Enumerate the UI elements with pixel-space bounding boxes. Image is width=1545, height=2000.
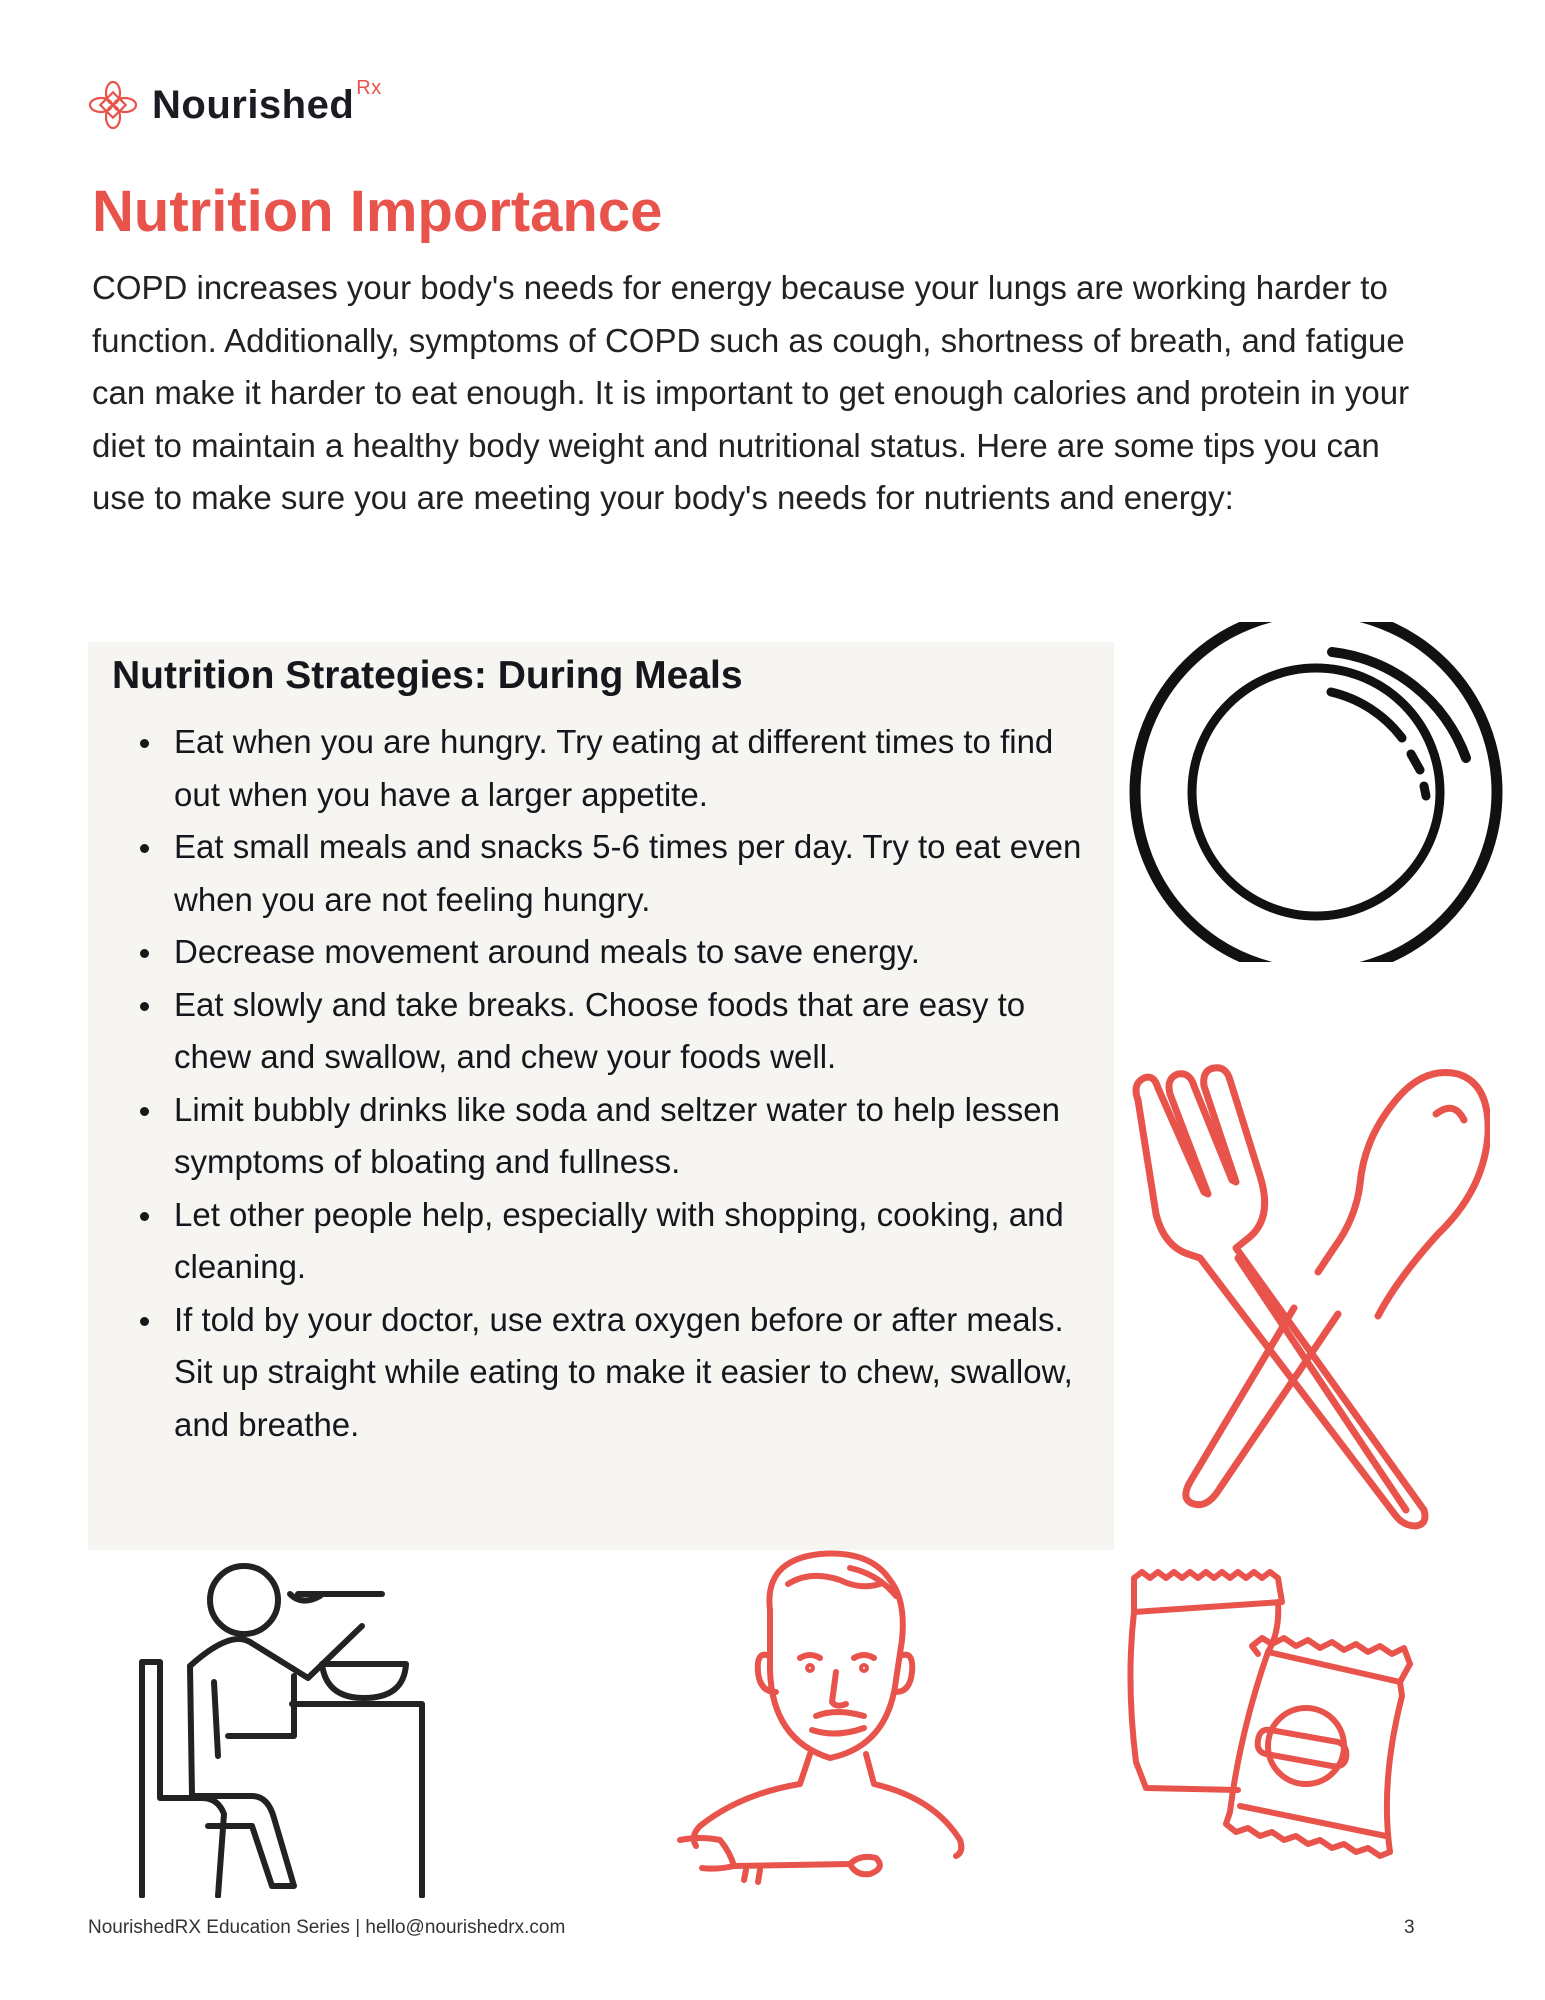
flower-logo-icon (88, 80, 138, 130)
brand-logo (88, 76, 382, 130)
list-item: Eat slowly and take breaks. Choose foods that are easy to chew and swallow, and chew your foods well. (174, 979, 1104, 1084)
plate-icon (1126, 622, 1518, 962)
snack-packets-icon (1120, 1562, 1430, 1872)
list-item: Eat small meals and snacks 5-6 times per day. Try to eat even when you are not feeling hungry. (174, 821, 1104, 926)
strategies-panel (88, 642, 1114, 1550)
list-item: Decrease movement around meals to save energy. (174, 926, 1104, 979)
footer-text: NourishedRX Education Series | hello@nourishedrx.com (88, 1917, 566, 1938)
person-eating-at-table-icon (132, 1546, 462, 1898)
brand-name: Nourished $^{Rx}$ (152, 76, 382, 127)
list-item: Let other people help, especially with shopping, cooking, and cleaning. (174, 1189, 1104, 1294)
list-item: Limit bubbly drinks like soda and seltzer water to help lessen symptoms of bloating and fullness. (174, 1084, 1104, 1189)
person-with-spoon-icon (660, 1540, 1020, 1900)
brand-suffix: Rx (356, 76, 382, 99)
intro-paragraph: COPD increases your body's needs for energy because your lungs are working harder to function. Additionally, symptoms of COPD such as cough, shortness of breath, and fatigue can make it harder to eat enough. It is important to get enough calories and protein in your diet to maintain a healthy body weight and nutritional status. Here are some tips you can use to make sure you are meeting your body's needs for nutrients and energy: (92, 269, 1410, 516)
page-number: 3 (1404, 1917, 1415, 1938)
list-item: Eat when you are hungry. Try eating at different times to find out when you have a larger appetite. (174, 716, 1104, 821)
fork-and-spoon-icon (1128, 1064, 1490, 1532)
list-item: If told by your doctor, use extra oxygen before or after meals. Sit up straight while eating to make it easier to chew, swallow, and breathe. (174, 1294, 1104, 1452)
strategies-heading: Nutrition Strategies: During Meals (112, 654, 743, 697)
page-title: Nutrition Importance (92, 179, 663, 244)
strategies-list (174, 716, 1104, 1451)
